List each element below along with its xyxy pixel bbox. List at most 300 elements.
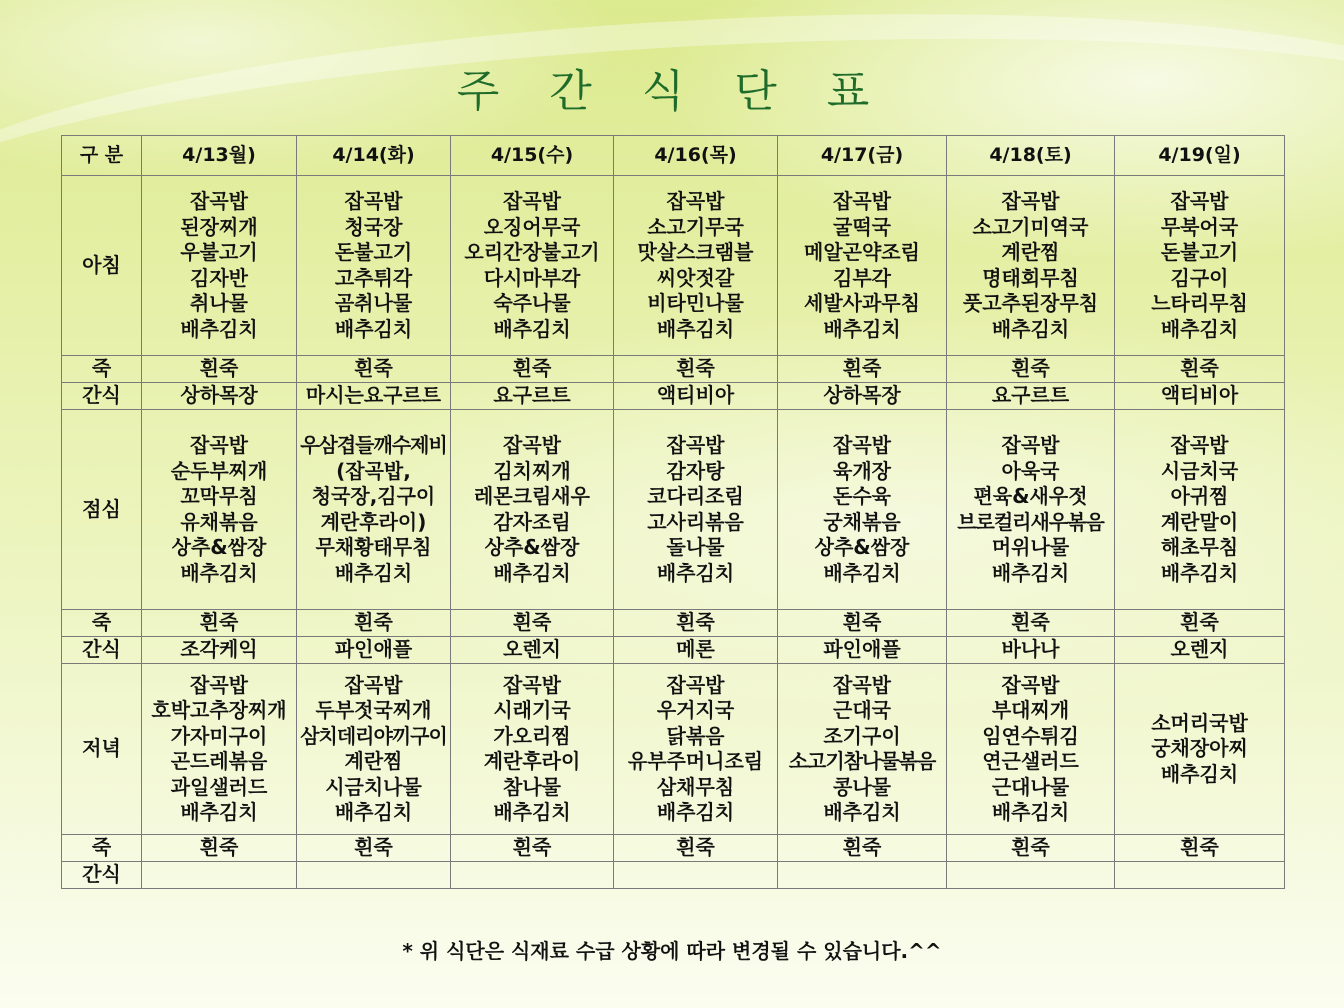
- menu-item: 근대국: [833, 698, 891, 722]
- menu-cell: [614, 176, 778, 356]
- day-header: 4/19(일): [1115, 136, 1285, 176]
- menu-item: 조각케익: [180, 637, 258, 662]
- menu-item: 배추김치: [823, 800, 901, 824]
- menu-item: 가오리찜: [493, 723, 571, 748]
- menu-item-list: [947, 835, 1114, 861]
- menu-item: 참나물: [503, 774, 561, 799]
- menu-item: 아욱국: [1001, 458, 1060, 483]
- menu-item: 소고기참나물볶음: [788, 749, 936, 773]
- menu-item: 연근샐러드: [982, 749, 1079, 773]
- menu-cell: [614, 835, 778, 862]
- menu-item: 배추김치: [656, 800, 735, 824]
- menu-item: 흰죽: [842, 610, 882, 635]
- menu-item: 흰죽: [354, 356, 393, 381]
- menu-cell: [1115, 176, 1285, 356]
- menu-item-list: [297, 637, 450, 663]
- menu-cell: [142, 610, 297, 637]
- menu-item-list: [947, 383, 1114, 409]
- menu-cell: [778, 356, 947, 383]
- menu-item: 감자탕: [666, 458, 725, 483]
- menu-item-list: [778, 383, 946, 409]
- menu-item: 배추김치: [991, 800, 1070, 824]
- header-row: [62, 136, 1285, 176]
- meal-label: 죽: [62, 610, 142, 637]
- menu-item-list: [142, 610, 296, 636]
- menu-cell: [451, 610, 614, 637]
- menu-cell: [947, 356, 1115, 383]
- snack-row: [62, 637, 1285, 664]
- menu-item: 흰죽: [512, 610, 552, 635]
- menu-item: 우불고기: [180, 240, 258, 264]
- menu-item: 된장찌개: [180, 214, 258, 239]
- menu-item: 콩나물: [833, 774, 891, 799]
- porridge-row: [62, 610, 1285, 637]
- menu-item: 상추&쌈장: [171, 535, 267, 559]
- menu-item: 잡곡밥: [503, 433, 561, 457]
- menu-cell: [142, 410, 297, 610]
- menu-item: 파인애플: [823, 637, 901, 662]
- menu-cell: [778, 664, 947, 835]
- menu-cell: [947, 383, 1115, 410]
- porridge-row: [62, 835, 1285, 862]
- menu-item: 배추김치: [656, 316, 735, 341]
- menu-cell: [1115, 835, 1285, 862]
- menu-cell: [778, 637, 947, 664]
- menu-item-list: [947, 433, 1114, 586]
- menu-cell: [1115, 383, 1285, 410]
- menu-item: 잡곡밥: [666, 672, 725, 697]
- menu-item-list: [614, 383, 777, 409]
- menu-item-list: [614, 637, 777, 663]
- menu-item: 흰죽: [1011, 835, 1050, 860]
- menu-item-list: [614, 433, 777, 586]
- menu-item: 흰죽: [354, 610, 393, 635]
- menu-item-list: [947, 356, 1114, 382]
- menu-item: 배추김치: [493, 560, 571, 585]
- menu-item-list: [297, 433, 450, 586]
- menu-cell: [947, 176, 1115, 356]
- menu-cell: [614, 664, 778, 835]
- menu-item: 닭볶음: [666, 723, 725, 748]
- menu-item: 상추&쌈장: [484, 535, 580, 559]
- meal-label: 죽: [62, 356, 142, 383]
- menu-item: 배추김치: [334, 560, 413, 585]
- menu-item: 굴떡국: [833, 214, 891, 239]
- menu-cell: [778, 610, 947, 637]
- menu-cell: [451, 356, 614, 383]
- menu-cell: [142, 664, 297, 835]
- menu-item-list: [451, 835, 613, 861]
- menu-item: 곰취나물: [334, 291, 413, 315]
- menu-item: 청국장,김구이: [311, 484, 436, 508]
- menu-item-list: [451, 433, 613, 586]
- snack-row: [62, 862, 1285, 889]
- weekly-menu-table: [61, 135, 1285, 889]
- menu-item: 흰죽: [199, 610, 239, 635]
- menu-item-list: [451, 673, 613, 826]
- menu-item: 액티비아: [1160, 383, 1239, 408]
- menu-item: 배추김치: [334, 800, 413, 824]
- meal-label: 간식: [62, 862, 142, 889]
- menu-item: 배추김치: [656, 560, 735, 585]
- menu-cell: [451, 383, 614, 410]
- menu-cell: [451, 410, 614, 610]
- menu-item: 흰죽: [199, 356, 239, 381]
- menu-item: 궁채장아찌: [1151, 736, 1248, 761]
- header-category: 구 분: [62, 136, 142, 176]
- menu-item-list: [947, 637, 1114, 663]
- lunch-row: [62, 410, 1285, 610]
- menu-item: 브로컬리새우볶음: [957, 509, 1104, 534]
- menu-item: 세발사과무침: [804, 291, 920, 315]
- menu-item: 씨앗젓갈: [656, 265, 735, 290]
- menu-item: 감자조림: [493, 509, 571, 534]
- menu-item: (잡곡밥,: [336, 458, 411, 483]
- menu-item: 파인애플: [334, 637, 413, 662]
- menu-cell: [614, 410, 778, 610]
- menu-item: 배추김치: [1160, 761, 1239, 786]
- menu-item: 배추김치: [180, 316, 258, 341]
- menu-item-list: [297, 673, 450, 826]
- day-header: 4/15(수): [451, 136, 614, 176]
- menu-item-list: [297, 383, 450, 409]
- menu-item: 시금치나물: [325, 774, 422, 799]
- menu-item: 흰죽: [512, 356, 552, 381]
- menu-item: 배추김치: [823, 316, 901, 341]
- meal-label: 간식: [62, 637, 142, 664]
- menu-item-list: [1115, 383, 1284, 409]
- menu-item: 오징어무국: [483, 214, 581, 239]
- menu-item: 해초무침: [1160, 535, 1239, 559]
- menu-item: 마시는요구르트: [305, 383, 442, 408]
- menu-item: 고추튀각: [334, 265, 413, 290]
- menu-item-list: [1115, 711, 1284, 788]
- menu-cell: [451, 862, 614, 889]
- menu-item: 오렌지: [503, 637, 561, 662]
- menu-item-list: [1115, 835, 1284, 861]
- meal-label: 죽: [62, 835, 142, 862]
- menu-item: 흰죽: [1180, 835, 1219, 860]
- menu-cell: [297, 862, 451, 889]
- menu-item: 잡곡밥: [1001, 433, 1060, 457]
- dinner-row: [62, 664, 1285, 835]
- menu-item: 배추김치: [493, 800, 571, 824]
- menu-item: 다시마부각: [483, 265, 581, 290]
- menu-item: 유부주머니조림: [627, 749, 764, 773]
- meal-label: 간식: [62, 383, 142, 410]
- menu-item: 흰죽: [1180, 610, 1219, 635]
- menu-cell: [778, 383, 947, 410]
- menu-item-list: [142, 383, 296, 409]
- menu-cell: [947, 610, 1115, 637]
- menu-cell: [142, 356, 297, 383]
- menu-item: 잡곡밥: [1001, 672, 1060, 697]
- menu-item-list: [614, 189, 777, 342]
- menu-item: 육개장: [833, 458, 891, 483]
- menu-item-list: [778, 835, 946, 861]
- menu-cell: [142, 862, 297, 889]
- menu-item: 흰죽: [676, 356, 715, 381]
- menu-item-list: [297, 189, 450, 342]
- menu-item: 잡곡밥: [833, 672, 891, 697]
- menu-item: 우삼겹들깨수제비: [300, 433, 447, 457]
- menu-cell: [1115, 664, 1285, 835]
- menu-item-list: [451, 610, 613, 636]
- menu-item: 흰죽: [1180, 356, 1219, 381]
- menu-item-list: [451, 189, 613, 342]
- menu-cell: [142, 176, 297, 356]
- day-header: 4/18(토): [947, 136, 1115, 176]
- menu-item: 흰죽: [199, 835, 239, 860]
- menu-item: 호박고추장찌개: [151, 698, 287, 722]
- menu-item: 레몬크림새우: [474, 484, 590, 508]
- menu-cell: [1115, 610, 1285, 637]
- menu-item-list: [947, 673, 1114, 826]
- menu-item-list: [451, 383, 613, 409]
- menu-item-list: [947, 610, 1114, 636]
- menu-cell: [1115, 637, 1285, 664]
- menu-item: 우거지국: [656, 698, 735, 722]
- menu-item-list: [297, 356, 450, 382]
- menu-item: 메론: [676, 637, 715, 662]
- menu-item: 맛살스크램블: [637, 240, 754, 264]
- menu-item: 시래기국: [493, 698, 571, 722]
- menu-item: 흰죽: [354, 835, 393, 860]
- menu-item: 잡곡밥: [190, 433, 248, 457]
- menu-item: 상하목장: [823, 383, 901, 408]
- menu-item: 계란찜: [1001, 240, 1060, 264]
- day-header: 4/16(목): [614, 136, 778, 176]
- menu-cell: [451, 637, 614, 664]
- menu-cell: [451, 176, 614, 356]
- menu-item: 김치찌개: [493, 458, 571, 483]
- menu-cell: [1115, 862, 1285, 889]
- menu-item-list: [1115, 637, 1284, 663]
- menu-cell: [778, 835, 947, 862]
- menu-item-list: [614, 673, 777, 826]
- menu-item: 삼채무침: [656, 774, 735, 799]
- menu-item: 메알곤약조림: [804, 240, 920, 264]
- day-header: 4/13월): [142, 136, 297, 176]
- menu-item: 잡곡밥: [833, 433, 891, 457]
- menu-item-list: [778, 356, 946, 382]
- menu-item-list: [297, 610, 450, 636]
- menu-cell: [451, 835, 614, 862]
- menu-item: 취나물: [190, 291, 248, 315]
- menu-cell: [297, 835, 451, 862]
- day-header: 4/17(금): [778, 136, 947, 176]
- menu-item: 잡곡밥: [666, 189, 725, 213]
- menu-item: 잡곡밥: [503, 672, 561, 697]
- menu-item: 시금치국: [1160, 458, 1239, 483]
- menu-item: 배추김치: [991, 316, 1070, 341]
- menu-item: 계란찜: [344, 749, 403, 773]
- menu-item-list: [142, 433, 296, 586]
- menu-item: 궁채볶음: [823, 509, 901, 534]
- menu-item: 흰죽: [1011, 610, 1050, 635]
- menu-item: 머위나물: [991, 535, 1070, 559]
- menu-cell: [1115, 410, 1285, 610]
- menu-item: 흰죽: [842, 356, 882, 381]
- menu-item: 잡곡밥: [190, 672, 248, 697]
- menu-item: 편육&새우젓: [973, 484, 1088, 508]
- menu-item: 상하목장: [180, 383, 258, 408]
- menu-item: 배추김치: [493, 316, 571, 341]
- menu-item: 잡곡밥: [344, 672, 403, 697]
- menu-item: 배추김치: [823, 560, 901, 585]
- menu-item: 계란후라이: [483, 749, 581, 773]
- menu-item: 비타민나물: [647, 291, 744, 315]
- menu-item: 청국장: [344, 214, 403, 239]
- menu-item: 소고기미역국: [972, 214, 1089, 239]
- menu-cell: [778, 410, 947, 610]
- menu-item: 풋고추된장무침: [962, 291, 1099, 315]
- menu-item: 김구이: [1170, 265, 1229, 290]
- menu-item-list: [614, 835, 777, 861]
- menu-item-list: [778, 637, 946, 663]
- menu-item-list: [778, 673, 946, 826]
- menu-item: 흰죽: [676, 835, 715, 860]
- meal-label: 저녁: [62, 664, 142, 835]
- menu-cell: [297, 637, 451, 664]
- menu-cell: [297, 356, 451, 383]
- menu-item: 돌나물: [666, 535, 725, 559]
- menu-item: 김자반: [190, 265, 248, 290]
- menu-item: 잡곡밥: [666, 433, 725, 457]
- menu-item: 소머리국밥: [1151, 710, 1248, 735]
- menu-item: 잡곡밥: [1170, 433, 1229, 457]
- snack-row: [62, 383, 1285, 410]
- menu-item: 과일샐러드: [170, 774, 268, 799]
- menu-cell: [297, 610, 451, 637]
- day-header: 4/14(화): [297, 136, 451, 176]
- menu-cell: [947, 410, 1115, 610]
- menu-item: 꼬막무침: [180, 484, 258, 508]
- breakfast-row: [62, 176, 1285, 356]
- menu-cell: [947, 862, 1115, 889]
- menu-cell: [297, 383, 451, 410]
- menu-item-list: [614, 356, 777, 382]
- menu-item-list: [142, 673, 296, 826]
- menu-cell: [778, 176, 947, 356]
- menu-cell: [614, 383, 778, 410]
- menu-item: 계란후라이): [320, 509, 427, 534]
- menu-item-list: [142, 356, 296, 382]
- menu-item: 임연수튀김: [982, 723, 1079, 748]
- menu-item-list: [778, 433, 946, 586]
- menu-item: 무북어국: [1160, 214, 1239, 239]
- menu-item-list: [297, 835, 450, 861]
- menu-item: 흰죽: [676, 610, 715, 635]
- menu-item: 가자미구이: [170, 723, 268, 748]
- menu-item: 잡곡밥: [1001, 189, 1060, 213]
- menu-item: 배추김치: [180, 560, 258, 585]
- menu-cell: [142, 637, 297, 664]
- menu-item-list: [614, 610, 777, 636]
- menu-item: 아귀찜: [1170, 484, 1229, 508]
- menu-item: 소고기무국: [647, 214, 744, 239]
- menu-cell: [297, 410, 451, 610]
- meal-label: 아침: [62, 176, 142, 356]
- menu-item: 돈수육: [833, 484, 891, 508]
- menu-item-list: [947, 189, 1114, 342]
- menu-cell: [614, 637, 778, 664]
- menu-item-list: [142, 835, 296, 861]
- menu-item-list: [1115, 433, 1284, 586]
- porridge-row: [62, 356, 1285, 383]
- menu-cell: [614, 610, 778, 637]
- menu-item: 삼치데리야끼구이: [300, 723, 447, 748]
- menu-item: 요구르트: [991, 383, 1070, 408]
- menu-item: 배추김치: [180, 800, 258, 824]
- menu-cell: [947, 637, 1115, 664]
- menu-cell: [142, 835, 297, 862]
- menu-cell: [297, 664, 451, 835]
- menu-item: 오렌지: [1170, 637, 1229, 662]
- menu-item-list: [1115, 189, 1284, 342]
- menu-item: 바나나: [1001, 637, 1060, 662]
- menu-item: 흰죽: [512, 835, 552, 860]
- menu-item: 요구르트: [493, 383, 571, 408]
- menu-item: 고사리볶음: [647, 509, 744, 534]
- menu-cell: [142, 383, 297, 410]
- menu-item-list: [1115, 610, 1284, 636]
- menu-item: 잡곡밥: [833, 189, 891, 213]
- menu-item: 계란말이: [1160, 509, 1239, 534]
- menu-item: 오리간장불고기: [464, 240, 600, 264]
- menu-item: 유채볶음: [180, 509, 258, 534]
- menu-item-list: [778, 189, 946, 342]
- menu-cell: [778, 862, 947, 889]
- menu-item: 돈불고기: [1160, 240, 1239, 264]
- menu-item: 순두부찌개: [170, 458, 268, 483]
- menu-cell: [297, 176, 451, 356]
- menu-item: 배추김치: [334, 316, 413, 341]
- menu-item: 근대나물: [991, 774, 1070, 799]
- menu-item-list: [451, 356, 613, 382]
- menu-item: 곤드레볶음: [170, 749, 268, 773]
- menu-item-list: [142, 189, 296, 342]
- footnote: * 위 식단은 식재료 수급 상황에 따라 변경될 수 있습니다.^^: [402, 939, 942, 963]
- menu-item: 김부각: [833, 265, 891, 290]
- menu-item: 액티비아: [656, 383, 735, 408]
- menu-item: 명태회무침: [982, 265, 1079, 290]
- menu-item: 배추김치: [1160, 560, 1239, 585]
- menu-item: 잡곡밥: [1170, 189, 1229, 213]
- menu-item: 부대찌개: [991, 698, 1070, 722]
- menu-cell: [451, 664, 614, 835]
- menu-item: 잡곡밥: [344, 189, 403, 213]
- menu-item: 숙주나물: [493, 291, 571, 315]
- menu-item-list: [451, 637, 613, 663]
- menu-cell: [947, 664, 1115, 835]
- menu-item-list: [142, 637, 296, 663]
- menu-item: 느타리무침: [1151, 291, 1248, 315]
- page-title: 주 간 식 단 표: [456, 66, 888, 117]
- menu-cell: [614, 862, 778, 889]
- menu-item: 잡곡밥: [503, 189, 561, 213]
- menu-item: 조기구이: [823, 723, 901, 748]
- menu-item: 무채황태무침: [315, 535, 432, 559]
- menu-item: 배추김치: [991, 560, 1070, 585]
- menu-item: 두부젓국찌개: [315, 698, 432, 722]
- menu-item: 잡곡밥: [190, 189, 248, 213]
- menu-cell: [947, 835, 1115, 862]
- menu-item: 코다리조림: [647, 484, 744, 508]
- menu-item-list: [778, 610, 946, 636]
- menu-item: 흰죽: [1011, 356, 1050, 381]
- menu-cell: [614, 356, 778, 383]
